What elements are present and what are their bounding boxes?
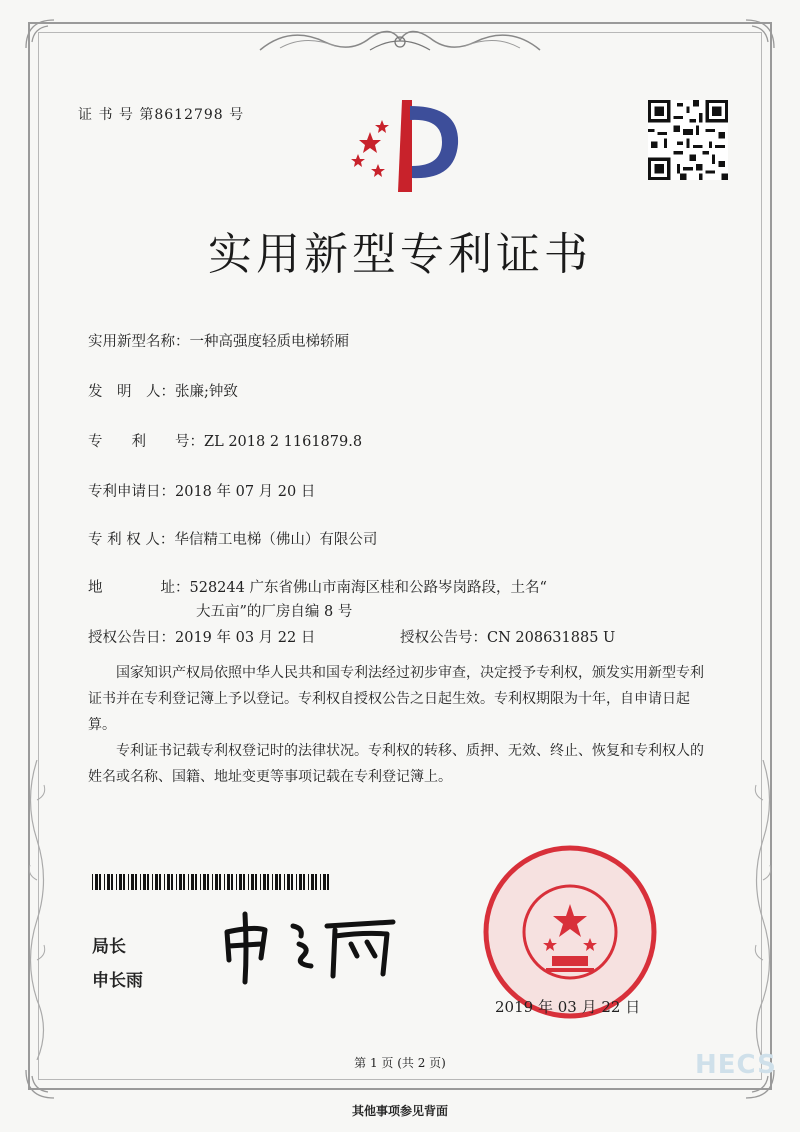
director-name: 申长雨 — [92, 971, 143, 991]
patent-number-row — [88, 430, 362, 451]
field-label: 地 址： — [88, 580, 190, 596]
barcode-bar — [255, 874, 257, 890]
address-row — [88, 576, 547, 597]
certificate-title: 实用新型专利证书 — [208, 229, 592, 280]
barcode-bar — [287, 874, 290, 890]
barcode-bar — [215, 874, 218, 890]
barcode-bar — [219, 874, 221, 890]
footer-note: 其他事项参见背面 — [351, 1104, 448, 1118]
barcode-bar — [291, 874, 293, 890]
barcode-bar — [299, 874, 302, 890]
watermark-text: HECS — [695, 1050, 777, 1080]
barcode-icon — [92, 874, 332, 890]
address-line-2: 大五亩”的厂房自编 8 号 — [196, 604, 353, 620]
barcode-bar — [239, 874, 242, 890]
field-label: 发 明 人： — [88, 384, 175, 400]
barcode-bar — [104, 874, 105, 890]
barcode-bar — [164, 874, 165, 890]
barcode-bar — [251, 874, 254, 890]
field-label: 专 利 号： — [88, 434, 204, 450]
field-value: 张廉;钟致 — [175, 384, 238, 400]
handwritten-signature-icon — [215, 900, 405, 985]
barcode-bar — [207, 874, 209, 890]
barcode-bar — [272, 874, 273, 890]
seal-date: 2019 年 03 月 22 日 — [495, 998, 641, 1016]
field-value: 华信精工电梯（佛山）有限公司 — [174, 532, 378, 548]
barcode-bar — [143, 874, 146, 890]
barcode-bar — [327, 874, 329, 890]
barcode-bar — [131, 874, 134, 890]
side-vine-ornament-icon — [22, 760, 52, 1060]
barcode-bar — [275, 874, 278, 890]
barcode-bar — [188, 874, 189, 890]
body-paragraph: 国家知识产权局依照中华人民共和国专利法经过初步审查，决定授予专利权，颁发实用新型专利证书并在专利登记簿上予以登记。专利权自授权公告之日起生效。专利权期限为十年，自申请日起算。 — [88, 665, 704, 733]
barcode-bar — [248, 874, 249, 890]
field-value: ZL 2018 2 1161879.8 — [204, 434, 363, 450]
barcode-bar — [99, 874, 101, 890]
field-label: 专 利 权 人： — [88, 532, 175, 548]
barcode-bar — [311, 874, 314, 890]
barcode-bar — [135, 874, 137, 890]
barcode-bar — [119, 874, 122, 890]
field-label: 实用新型名称： — [88, 334, 190, 350]
patentee-row — [88, 528, 377, 549]
barcode-bar — [107, 874, 110, 890]
barcode-bar — [224, 874, 225, 890]
barcode-bar — [267, 874, 269, 890]
barcode-bar — [260, 874, 261, 890]
barcode-bar — [95, 874, 98, 890]
field-value: CN 208631885 U — [487, 630, 616, 646]
field-value: 2018 年 07 月 20 日 — [175, 484, 316, 500]
utility-model-name-row — [88, 330, 349, 351]
barcode-bar — [176, 874, 177, 890]
corner-ornament-icon — [740, 14, 780, 54]
barcode-bar — [147, 874, 149, 890]
field-value: 528244 广东省佛山市南海区桂和公路岑岗路段，土名“ — [189, 580, 547, 596]
top-ornament-icon — [250, 20, 550, 60]
field-label: 授权公告号： — [400, 630, 487, 646]
patent-office-logo-icon — [340, 92, 470, 202]
barcode-bar — [171, 874, 173, 890]
barcode-bar — [123, 874, 125, 890]
barcode-bar — [140, 874, 141, 890]
barcode-bar — [195, 874, 197, 890]
barcode-bar — [243, 874, 245, 890]
barcode-bar — [183, 874, 185, 890]
barcode-bar — [191, 874, 194, 890]
barcode-bar — [167, 874, 170, 890]
barcode-bar — [279, 874, 281, 890]
barcode-bar — [212, 874, 213, 890]
barcode-bar — [263, 874, 266, 890]
barcode-bar — [152, 874, 153, 890]
grant-number-row — [400, 626, 615, 647]
barcode-bar — [231, 874, 233, 890]
field-value: 2019 年 03 月 22 日 — [175, 630, 316, 646]
grant-date-row — [88, 626, 315, 647]
barcode-bar — [92, 874, 93, 890]
barcode-bar — [179, 874, 182, 890]
side-vine-ornament-icon — [748, 760, 778, 1060]
barcode-bar — [200, 874, 201, 890]
barcode-bar — [227, 874, 230, 890]
barcode-bar — [284, 874, 285, 890]
barcode-bar — [303, 874, 305, 890]
barcode-bar — [320, 874, 321, 890]
application-date-row — [88, 480, 315, 501]
barcode-bar — [323, 874, 326, 890]
body-text — [88, 660, 708, 790]
body-paragraph: 专利证书记载专利权登记时的法律状况。专利权的转移、质押、无效、终止、恢复和专利权人的姓名或名称、国籍、地址变更等事项记载在专利登记簿上。 — [88, 743, 704, 785]
field-label: 专利申请日： — [88, 484, 175, 500]
barcode-bar — [203, 874, 206, 890]
inventor-row — [88, 380, 238, 401]
certificate-number: 证 书 号 第8612798 号 — [78, 107, 245, 123]
barcode-bar — [155, 874, 158, 890]
barcode-bar — [116, 874, 117, 890]
barcode-bar — [128, 874, 129, 890]
barcode-bar — [308, 874, 309, 890]
official-seal-icon — [480, 842, 660, 1022]
field-value: 一种高强度轻质电梯轿厢 — [189, 334, 349, 350]
barcode-bar — [159, 874, 161, 890]
barcode-bar — [315, 874, 317, 890]
barcode-bar — [111, 874, 113, 890]
barcode-bar — [236, 874, 237, 890]
corner-ornament-icon — [20, 14, 60, 54]
page-number: 第 1 页 (共 2 页) — [354, 1056, 446, 1070]
barcode-bar — [296, 874, 297, 890]
qr-code-icon — [648, 100, 728, 180]
field-label: 授权公告日： — [88, 630, 175, 646]
director-title: 局长 — [92, 937, 126, 957]
